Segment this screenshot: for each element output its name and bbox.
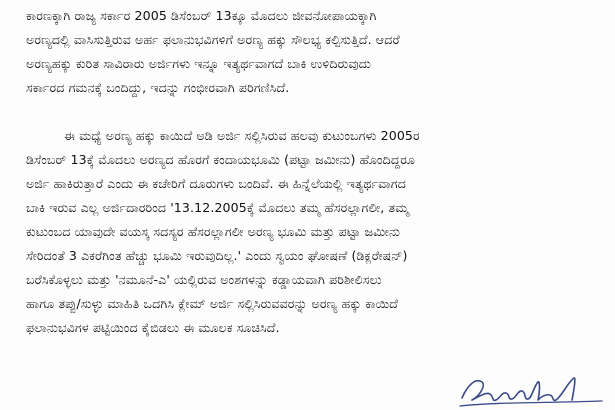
paragraph-2-line-4: ಬಾಕಿ ಇರುವ ಎಲ್ಲ ಅರ್ಜಿದಾರರಿಂದ '13.12.2005ಕ್ಕೆ ಮೊದಲು ತಮ್ಮ ಹೆಸರಲ್ಲಾಗಲೀ, ತಮ್ಮ [26,200,409,215]
paragraph-2-line-1: ಈ ಮಧ್ಯೆ ಅರಣ್ಯ ಹಕ್ಕು ಕಾಯಿದೆ ಅಡಿ ಅರ್ಜಿ ಸಲ್ಲಿಸಿರುವ ಹಲವು ಕುಟುಂಬಗಳು 2005ರ [64,128,420,143]
paragraph-2-line-8: ಹಾಗೂ ತಪ್ಪು/ಸುಳ್ಳು ಮಾಹಿತಿ ಒದಗಿಸಿ ಕ್ಲೇಮ್ ಅರ್ಜಿ ಸಲ್ಲಿಸಿರುವವರನ್ನು ಅರಣ್ಯ ಹಕ್ಕು ಕಾಯಿದೆ [26,296,398,311]
paragraph-1-line-1: ಕಾರಣಕ್ಕಾಗಿ ರಾಜ್ಯ ಸರ್ಕಾರ 2005 ಡಿಸೆಂಬರ್ 13ಕ್ಕೂ ಮೊದಲು ಜೀವನೋಪಾಯಕ್ಕಾಗಿ [26,8,377,23]
paragraph-2-line-3: ಅರ್ಜಿ ಹಾಕಿರುತ್ತಾರೆ ಎಂದು ಈ ಕಚೇರಿಗೆ ದೂರುಗಳು ಬಂದಿವೆ. ಈ ಹಿನ್ನೆಲೆಯಲ್ಲಿ ಇತ್ಯರ್ಥವಾಗದ [26,176,406,191]
paragraph-1-line-4: ಸರ್ಕಾರದ ಗಮನಕ್ಕೆ ಬಂದಿದ್ದು, ಇದನ್ನು ಗಂಭೀರವಾಗಿ ಪರಿಗಣಿಸಿದೆ. [26,80,290,95]
paragraph-2-line-7: ಬರೆಸಿಕೊಳ್ಳಲು ಮತ್ತು 'ನಮೂನೆ-ಎ' ಯಲ್ಲಿರುವ ಅಂಶಗಳನ್ನು ಕಡ್ಡಾಯವಾಗಿ ಪರಿಶೀಲಿಸಲು [26,272,382,287]
paragraph-1 [26,4,591,100]
paragraph-2-line-5: ಕುಟುಂಬದ ಯಾವುದೇ ವಯಸ್ಕ ಸದಸ್ಯರ ಹೆಸರಲ್ಲಾಗಲೀ ಅರಣ್ಯ ಭೂಮಿ ಮತ್ತು ಪಟ್ಟಾ ಜಮೀನು [26,224,401,239]
paragraph-2-line-2: ಡಿಸೆಂಬರ್ 13ಕ್ಕೆ ಮೊದಲು ಅರಣ್ಯದ ಹೊರಗೆ ಕಂದಾಯಭೂಮಿ (ಪಟ್ಟಾ ಜಮೀನು) ಹೊಂದಿದ್ದರೂ [26,152,416,167]
paragraph-1-line-3: ಅರಣ್ಯಹಕ್ಕು ಕುರಿತ ಸಾವಿರಾರು ಅರ್ಜಿಗಳು ಇನ್ನೂ ಇತ್ಯರ್ಥವಾಗದೆ ಬಾಕಿ ಉಳಿದಿರುವುದು [26,56,371,71]
paragraph-2 [26,124,591,340]
paragraph-2-line-6: ಸೇರಿದಂತೆ 3 ಎಕರೆಗಿಂತ ಹೆಚ್ಚು ಭೂಮಿ ಇರುವುದಿಲ್ಲ.' ಎಂದು ಸ್ವಯಂ ಘೋಷಣೆ (ಡಿಕ್ಲರೇಷನ್) [26,248,408,263]
paragraph-2-line-9: ಫಲಾನುಭವಿಗಳ ಪಟ್ಟಿಯಿಂದ ಕೈಬಿಡಲು ಈ ಮೂಲಕ ಸೂಚಿಸಿದೆ. [26,320,280,335]
signature-icon [456,372,606,410]
paragraph-1-line-2: ಅರಣ್ಯದಲ್ಲಿ ವಾಸಿಸುತ್ತಿರುವ ಅರ್ಹ ಫಲಾನುಭವಿಗಳಿಗೆ ಅರಣ್ಯ ಹಕ್ಕು ಸೌಲಭ್ಯ ಕಲ್ಪಿಸುತ್ತಿದೆ. ಆದರೆ [26,32,400,47]
